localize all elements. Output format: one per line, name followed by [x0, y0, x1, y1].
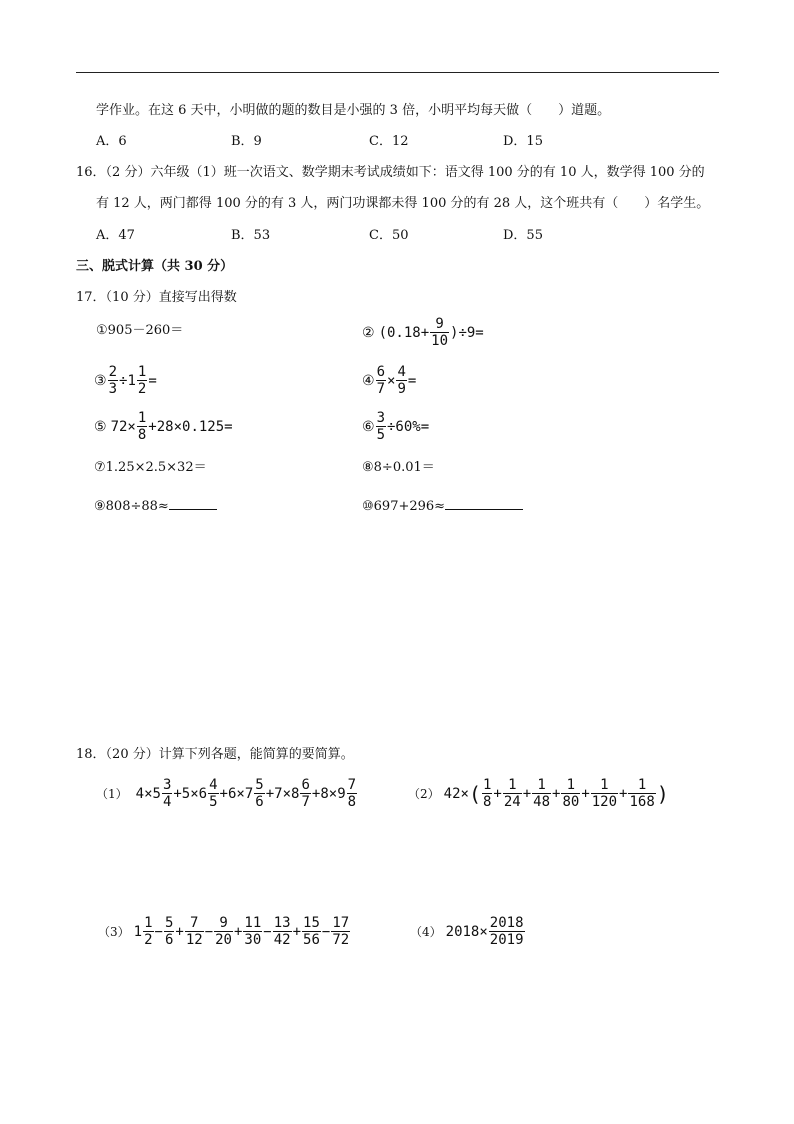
q18-p2-term-5-op: +: [581, 785, 590, 802]
q18-p2-term-6-fraction: $\frac{1}{168}$: [629, 777, 655, 810]
q18-p1-term-4-whole: 8: [291, 785, 300, 802]
q18-p3-term-4-op: −: [204, 923, 214, 940]
q18-p4-pre: 2018×: [445, 923, 488, 940]
q18-p2-term-3-op: +: [522, 785, 532, 802]
q18-p1-term-3-whole: 7: [244, 785, 254, 802]
q18-p1-term-3-pre: +6×: [219, 785, 245, 802]
q18-p3-term-3-fraction: $\frac{7}{12}$: [185, 915, 203, 948]
q18-p3-term-7-fraction: $\frac{15}{56}$: [303, 915, 320, 948]
q17-item-9-expr: ⑨808÷88≈: [94, 499, 169, 514]
q16-option-c: C．50: [369, 228, 409, 243]
q17-item-3-op: ÷: [119, 372, 128, 389]
q17-item-3-mark: ③: [94, 372, 107, 389]
q18-p1-term-1-whole: 5: [152, 785, 161, 802]
q17-item-3-fraction: $\frac{2}{3}$: [108, 364, 117, 397]
q18-p2-term-4-op: +: [552, 785, 561, 802]
q18-p3-term-5-op: +: [233, 923, 243, 940]
q18-p2-term-2-fraction: $\frac{1}{24}$: [503, 777, 521, 810]
q17-item-4-mark: ④: [362, 372, 375, 389]
q17-item-3-mixed-fraction: $\frac{1}{2}$: [137, 364, 147, 397]
q18-p1-term-5-fraction: $\frac{7}{8}$: [347, 777, 357, 810]
q17-item-9: [94, 497, 217, 513]
q18-p2-rparen: ): [656, 781, 669, 806]
q18-p2-lparen: (: [468, 781, 481, 806]
q17-item-2-lparen: (: [378, 324, 387, 341]
q18-problem-2: [408, 778, 669, 809]
q17-item-6-rest: ÷60%=: [387, 418, 430, 435]
q17-item-8: ⑧8÷0.01＝: [362, 460, 435, 475]
q18-p1-term-1-fraction: $\frac{3}{4}$: [162, 777, 172, 810]
q17-item-6-mark: ⑥: [362, 418, 375, 435]
q18-p2-term-1-fraction: $\frac{1}{8}$: [482, 777, 492, 810]
q18-p4-label: （4）: [410, 924, 442, 939]
q18-p1-term-5-whole: 9: [337, 785, 346, 802]
q18-p2-term-5-fraction: $\frac{1}{120}$: [591, 777, 618, 810]
q17-item-5-rest: +28×0.125=: [148, 418, 233, 435]
q18-p3-term-2-fraction: $\frac{5}{6}$: [164, 915, 174, 948]
q18-p1-term-4-pre: +7×: [265, 785, 292, 802]
q17-item-5: [94, 411, 233, 442]
q18-p1-term-2-pre: +5×: [173, 785, 199, 802]
q18-p3-term-1-fraction: $\frac{1}{2}$: [144, 915, 153, 948]
q17-item-10: [362, 497, 523, 513]
q15-option-a: A．6: [96, 134, 127, 149]
q17-item-6: [362, 411, 429, 442]
q16-option-a: A．47: [96, 228, 135, 243]
q17-item-6-fraction: $\frac{3}{5}$: [376, 410, 385, 443]
q18-p3-term-5-fraction: $\frac{11}{30}$: [244, 915, 262, 948]
q17-header: 17．（10 分）直接写出得数: [76, 290, 237, 305]
q18-p3-term-8-op: −: [321, 923, 331, 940]
q18-p2-terms: [481, 778, 657, 809]
q17-item-5-pre: 72×: [110, 418, 136, 435]
q18-p2-label: （2）: [408, 786, 440, 801]
q17-item-10-expr: ⑩697+296≈: [362, 499, 446, 514]
q18-p1-term-3-fraction: $\frac{5}{6}$: [255, 777, 264, 810]
q16-option-d: D．55: [503, 228, 543, 243]
q18-p3-label: （3）: [98, 924, 130, 939]
q17-item-4: [362, 365, 416, 396]
q17-item-2: [362, 317, 484, 348]
q17-item-5-fraction: $\frac{1}{8}$: [137, 410, 147, 443]
q18-p2-term-4-fraction: $\frac{1}{80}$: [562, 777, 580, 810]
q18-p3-term-2-op: −: [154, 923, 163, 940]
q17-item-2-fraction: $\frac{9}{10}$: [431, 316, 449, 349]
q18-p3-term-6-fraction: $\frac{13}{42}$: [273, 915, 291, 948]
q18-p1-term-4-fraction: $\frac{6}{7}$: [301, 777, 310, 810]
q18-p2-pre: 42×: [443, 785, 469, 802]
q18-p1-term-1-pre: 4×: [135, 785, 153, 802]
q17-item-1: ①905－260＝: [96, 323, 184, 338]
q17-item-4-fraction-2: $\frac{4}{9}$: [397, 364, 406, 397]
q18-p1-terms: [136, 778, 358, 809]
q17-item-4-fraction-1: $\frac{6}{7}$: [376, 364, 385, 397]
q15-option-c: C．12: [369, 134, 409, 149]
q18-p3-whole: 1: [133, 923, 143, 940]
q18-p1-term-2-whole: 6: [198, 785, 208, 802]
q18-p2-term-3-fraction: $\frac{1}{48}$: [533, 777, 551, 810]
q18-p3-term-7-op: +: [292, 923, 302, 940]
q18-p3-term-4-fraction: $\frac{9}{20}$: [215, 915, 232, 948]
header-rule: [76, 72, 719, 73]
q18-p1-term-2-fraction: $\frac{4}{5}$: [209, 777, 218, 810]
q17-item-3-eq: =: [148, 372, 157, 389]
q15-text: 学作业。在这 6 天中，小明做的题的数目是小强的 3 倍，小明平均每天做（ ）道题。: [96, 103, 611, 118]
q17-item-3: [94, 365, 157, 396]
q17-item-4-op: ×: [387, 372, 396, 389]
q18-p2-term-2-op: +: [493, 785, 502, 802]
q16-option-b: B．53: [231, 228, 271, 243]
q18-problem-1: [96, 778, 358, 809]
q18-p1-label: （1）: [96, 786, 128, 801]
section-3-title: 三、脱式计算（共 30 分）: [76, 259, 234, 274]
q18-p3-terms: [142, 916, 351, 947]
q18-p1-term-5-pre: +8×: [311, 785, 338, 802]
answer-blank: [445, 497, 523, 510]
q17-item-2-decimal: 0.18+: [387, 324, 430, 341]
q18-p2-term-6-op: +: [619, 785, 628, 802]
q18-p3-term-3-op: +: [175, 923, 184, 940]
q18-problem-3: [98, 916, 351, 947]
q17-item-2-rest: )÷9=: [450, 324, 484, 341]
q18-p4-fraction: $\frac{2018}{2019}$: [489, 915, 524, 948]
q18-problem-4: [410, 916, 526, 947]
q16-line1: 16．（2 分）六年级（1）班一次语文、数学期末考试成绩如下：语文得 100 分的有 10 人，数学得 100 分的: [76, 165, 705, 180]
q18-p3-term-8-fraction: $\frac{17}{72}$: [332, 915, 350, 948]
q15-option-d: D．15: [503, 134, 543, 149]
q17-item-2-mark: ②: [362, 324, 375, 341]
q17-item-4-eq: =: [407, 372, 417, 389]
q17-item-3-whole: 1: [127, 372, 136, 389]
q17-item-5-mark: ⑤: [94, 418, 107, 435]
answer-blank: [169, 497, 217, 510]
q15-option-b: B．9: [231, 134, 262, 149]
q17-item-7: ⑦1.25×2.5×32＝: [94, 460, 207, 475]
q18-header: 18．（20 分）计算下列各题，能简算的要简算。: [76, 747, 354, 762]
q16-line2: 有 12 人，两门都得 100 分的有 3 人，两门功课都未得 100 分的有 28 人，这个班共有（ ）名学生。: [96, 196, 710, 211]
q18-p3-term-6-op: −: [263, 923, 272, 940]
